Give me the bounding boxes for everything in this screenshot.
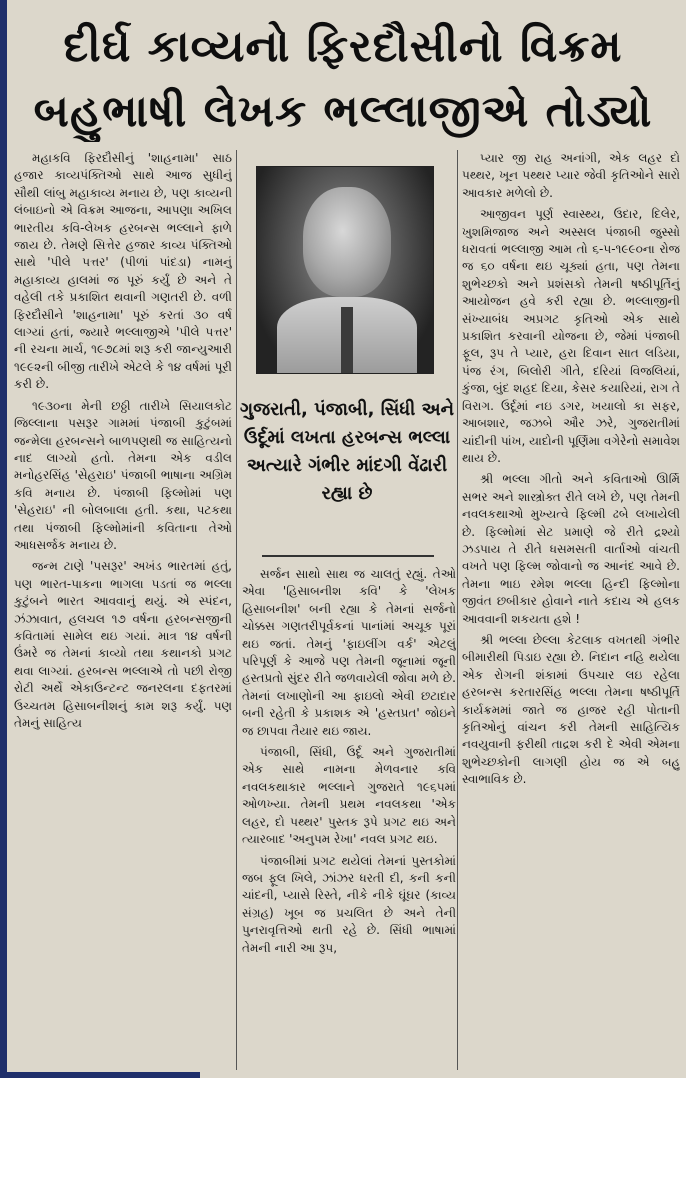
- photo-head: [303, 187, 391, 297]
- portrait-photo: [256, 166, 434, 374]
- paragraph: પ્યાર જી રાહ અનાંગી, એક લહર દો પથ્થર, ખૂન પથ્થર પ્યાર જેવી કૃતિઓને સારો આવકાર મળેલો છે.: [462, 151, 680, 200]
- column-rule-right: [457, 150, 458, 1070]
- article-column-2: [242, 566, 456, 1066]
- paragraph: પંજાબી, સિંધી, ઉર્દૂ અને ગુજરાતીમાં એક સાથે નામના મેળવનાર કવિ નવલકથાકાર ભલ્લાને ગુજરાતે ૧૯૬૫માં ઓળખ્યા. તેમની પ્રથમ નવલકથા 'એક લહર, દો પથ્થર' પુસ્તક રૂપે પ્રગટ થઇ અને ત્યારબાદ 'અનુપમ રેખા' નવલ પ્રગટ થઇ.: [242, 745, 456, 847]
- paragraph: શ્રી ભલ્લા ગીતો અને કવિતાઓ ઊર્મિ સભર અને શાસ્ત્રોક્ત રીતે લખે છે, પણ તેમની નવલકથાઓ મુખ્યત્વે ફિલ્મી ઢબે લખાયેલી છે. ફિલ્મોમાં સેટ પ્રમાણે જે રીતે દ્રશ્યો ઝડપાય તે રીતે ધસમસતી વાર્તાઓ વાંચતી વખતે પણ ફિલ્મ જોવાનો જ આનંદ આવે છે. તેમના ભાઇ રમેશ ભલ્લા હિન્દી ફિલ્મોના જીવંત છબીકાર હોવાને નાતે કદાચ એ હલક આવવાની શકયતા હશે !: [462, 472, 680, 626]
- paragraph: આજીવન પૂર્ણ સ્વાસ્થ્ય, ઉદાર, દિલેર, ખુશમિજાજ અને અસ્સલ પંજાબી જુસ્સો ધરાવતાં ભલ્લાજી આમ તો ૬-૫-૧૯૯૦ના રોજ જ ૬૦ વર્ષના થઇ ચૂક્યાં હતા, પણ તેમના શુભેચ્છકો અને પ્રશંસકો તેમની ષષ્ઠીપૂર્તિનું આયોજન હવે કરી રહ્યા છે. ભલ્લાજીની સંખ્યાબંધ અપ્રગટ કૃતિઓ એક સાથે પ્રકાશિત કરવાની યોજના છે, જેમાં પંજાબી ફૂલ, રૂપ તે પ્યાર, હરા દિવાન સાત લડિયા, પંજ રંગ, બિલોરી ગીતે, દરિયાં વિજલિયાં, કુંજા, બુંદ શહદ દિયા, કેસર કયારિયાં, રાગ તે વિરાગ. ઉર્દૂમાં નઇ ડગર, ખયાલો કા સફર, આબશાર, જઝબે ઔર ઝરે, ગુજરાતીમાં ચાંદીની પાંખ, યાદોની પૂર્ણિમા વગેરેનો સમાવેશ થાય છે.: [462, 207, 680, 465]
- paragraph: જન્મ ટાણે 'પસરૂર' અખંડ ભારતમાં હતું, પણ ભારત-પાકના ભાગલા પડતાં જ ભલ્લા કુટુંબને ભારત આવવાનું થયું. એ સ્પંદન, ઝંઝાવાત, હલચલ ૧૭ વર્ષના હરબન્સજીની કવિતામાં સામેલ થઇ ગયાં. માત્ર ૧૪ વર્ષની ઉંમરે જ તેમનાં કાવ્યો તથા કથાનકો પ્રગટ થવા લાગ્યાં. હરબન્સ ભલ્લાએ તો પછી રોજી રોટી અર્થે એકાઉન્ટન્ટ જનરલના દફતરમાં ઉચ્ચતમ હિસાબનીશનું કામ શરૂ કર્યું. પણ તેમનું સાહિત્ય: [14, 559, 232, 730]
- page-edge-bottom: [0, 1072, 200, 1078]
- photo-tie: [341, 307, 353, 373]
- paragraph: મહાકવિ ફિરદૌસીનું 'શાહનામા' સાઠ હજાર કાવ્યપંક્તિઓ સાથે આજ સુધીનું સૌથી લાંબુ મહાકાવ્ય મનાય છે, પણ કાવ્યની લંબાઇનો એ વિક્રમ આજના, આપણા અખિલ ભારતીય કવિ-લેખક હરબન્સ ભલ્લાને ફાળે જાય છે. તેમણે સિત્તેર હજાર કાવ્ય પંક્તિઓ સાથે 'પીલે પત્તર' (પીળાં પાંદડા) નામનું મહાકાવ્ય હાલમાં જ પૂરું કર્યું છે અને તે વહેલી તકે પ્રકાશિત થવાની ગણતરી છે. વળી ફિરદૌસીને 'શાહનામા' પૂરું કરતાં ૩૦ વર્ષ લાગ્યાં હતાં, જ્યારે ભલ્લાજીએ 'પીલે પત્તર' ની રચના માર્ચ, ૧૯૭૮માં શરૂ કરી જાન્યુઆરી ૧૯૯૨ની બીજી તારીખે એટલે કે ૧૪ વર્ષમાં પૂરી કરી છે.: [14, 151, 232, 392]
- headline-line-2: બહુભાષી લેખક ભલ્લાજીએ તોડ્યો: [33, 86, 653, 137]
- subheadline: ગુજરાતી, પંજાબી, સિંધી અને ઉર્દૂમાં લખતા હરબન્સ ભલ્લા અત્યારે ગંભીર માંદગી વેંઢારી રહ્યા છે: [240, 399, 454, 504]
- column-rule-left: [236, 150, 237, 1070]
- paragraph: ૧૯૩૦ના મેની છઠ્ઠી તારીખે સિયાલકોટ જિલ્લાના પસરૂર ગામમાં પંજાબી કુટુંબમાં જન્મેલા હરબન્સને બાળપણથી જ સાહિત્યનો નાદ લાગ્યો હતો. તેમના એક વડીલ મનોહરસિંહ 'સેહરાઇ' પંજાબી ભાષાના અગ્રિમ કવિ મનાય છે. પંજાબી ફિલ્મોમાં પણ 'સેહરાઇ' ની બોલબાલા હતી. કથા, પટકથા તથા પંજાબી ફિલ્મોમાંની કવિતાના તેઓ આધસર્જક મનાય છે.: [14, 398, 232, 552]
- subheadline-rule: [262, 555, 434, 557]
- article-column-1: [14, 150, 232, 1070]
- headline-line-1: દીર્ઘ કાવ્યનો ફિરદૌસીનો વિક્રમ: [63, 21, 623, 72]
- page-edge-left: [0, 0, 7, 1078]
- article-column-3: [462, 150, 680, 1070]
- paragraph: સર્જન સાથો સાથ જ ચાલતું રહ્યું. તેઓ એવા 'હિસાબનીશ કવિ' કે 'લેખક હિસાબનીશ' બની રહ્યા કે તેમનાં સર્જનો ચોક્કસ ગણતરીપૂર્વકનાં પાનાંમાં અચૂક પૂરાં થઇ જતાં. તેમનું 'ફાઇલીંગ વર્ક' એટલું પરિપૂર્ણ કે આજે પણ તેમની જૂનામાં જૂની હસ્તપ્રતો સુંદર રીતે જળવાયેલી જોવા મળે છે. તેમનાં લખાણોની આ ફાઇલો એવી છટાદાર બની રહેતી કે પ્રકાશક એ 'હસ્તપ્રત' જોઇને જ છાપવા તૈયાર થઇ જાય.: [242, 567, 456, 738]
- paragraph: પંજાબીમાં પ્રગટ થયેલાં તેમનાં પુસ્તકોમાં જબ ફૂલ ખિલે, ઝાંઝર ધરતી દી, કની કની ચાંદની, પ્યાસે રિસ્તે, નીકે નીકે ઘૂંઘર (કાવ્ય સંગ્રહ) ખૂબ જ પ્રચલિત છે અને તેની પુનરાવૃત્તિઓ થતી રહે છે. સિંધી ભાષામાં તેમની નારી આ રૂપ,: [242, 853, 456, 955]
- paragraph: શ્રી ભલ્લા છેલ્લા કેટલાક વખતથી ગંભીર બીમારીથી પિડાઇ રહ્યા છે. નિદાન નહિ થયેલા એક રોગની શંકામાં ઉપચાર લઇ રહેલા હરબન્સ કરતારસિંહ ભલ્લા તેમના ષષ્ઠીપૂર્તિ કાર્યક્રમમાં જાતે જ હાજર રહી પોતાની કૃતિઓનું વાંચન કરી તેમની સાહિત્યિક નવયુવાની ફરીથી તાદ્રશ કરી દે એવી એમના શુભેચ્છકોની લાગણી હોય જ એ બહુ સ્વાભાવિક છે.: [462, 632, 680, 787]
